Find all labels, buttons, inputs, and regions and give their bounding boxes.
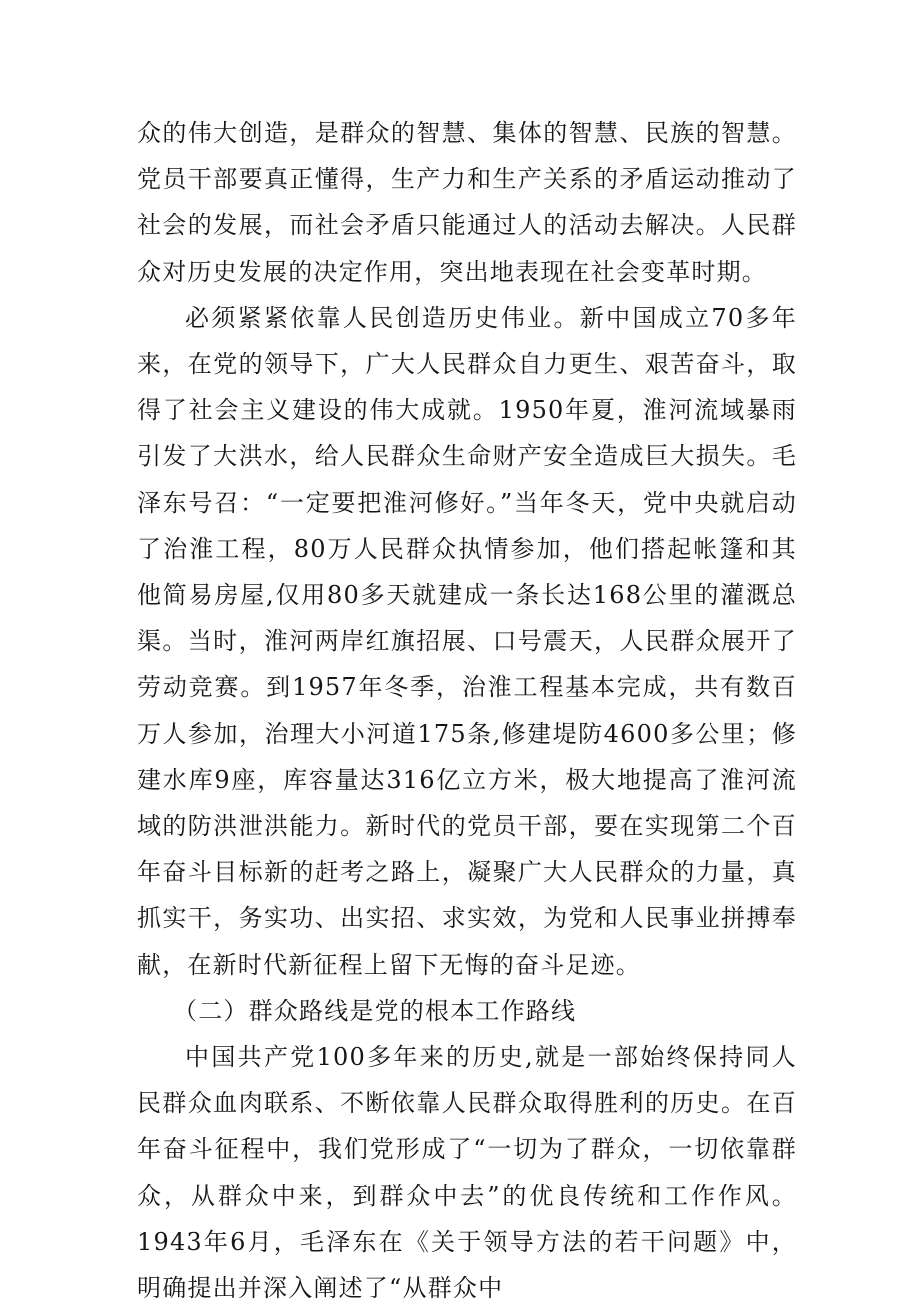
section-heading: （二）群众路线是党的根本工作路线 <box>173 996 577 1025</box>
paragraph-3: 中国共产党100多年来的历史,就是一部始终保持同人民群众血肉联系、不断依靠人民群众取得胜利的历史。在百年奋斗征程中，我们党形成了“一切为了群众，一切依靠群众，从群众中来，到群众中去”的优良传统和工作作风。1943年6月，毛泽东在《关于领导方法的若干问题》中，明确提出并深入阐述了“从群众中 <box>137 1043 797 1303</box>
paragraph-2: 必须紧紧依靠人民创造历史伟业。新中国成立70多年来，在党的领导下，广大人民群众自力更生、艰苦奋斗，取得了社会主义建设的伟大成就。1950年夏，淮河流域暴雨引发了大洪水，给人民群众生命财产安全造成巨大损失。毛泽东号召：“一定要把淮河修好。”当年冬天，党中央就启动了治淮工程，80万人民群众执情参加，他们搭起帐篷和其他简易房屋,仅用80多天就建成一条长达168公里的灌溉总渠。当时，淮河两岸红旗招展、口号震天，人民群众展开了劳动竞赛。到1957年冬季，治淮工程基本完成，共有数百万人参加，治理大小河道175条,修建堤防4600多公里；修建水库9座，库容量达316亿立方米，极大地提高了淮河流域的防洪泄洪能力。新时代的党员干部，要在实现第二个百年奋斗目标新的赶考之路上，凝聚广大人民群众的力量，真抓实干，务实功、出实招、求实效，为党和人民事业拼搏奉献，在新时代新征程上留下无悔的奋斗足迹。 <box>137 303 797 979</box>
document-page <box>137 110 797 1311</box>
paragraph-1: 众的伟大创造，是群众的智慧、集体的智慧、民族的智慧。党员干部要真正懂得，生产力和生产关系的矛盾运动推动了社会的发展，而社会矛盾只能通过人的活动去解决。人民群众对历史发展的决定作用，突出地表现在社会变革时期。 <box>137 119 797 286</box>
